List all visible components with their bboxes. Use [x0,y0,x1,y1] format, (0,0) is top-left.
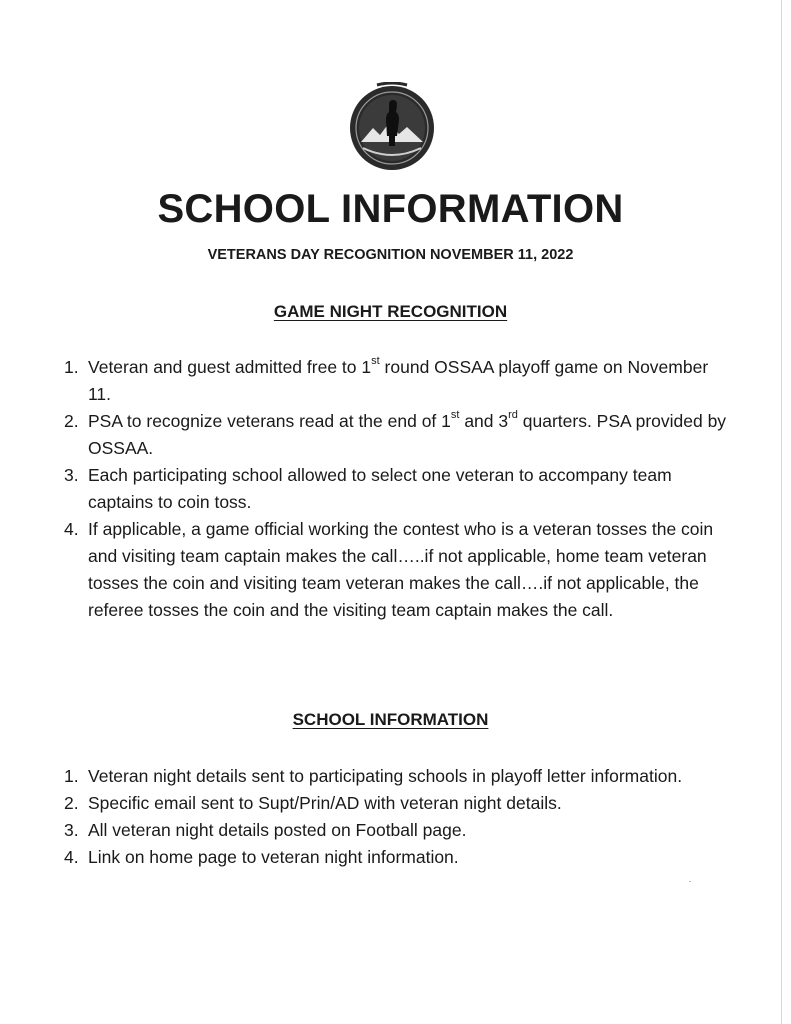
list-item-number: 1. [64,766,79,786]
list-item-text: Specific email sent to Supt/Prin/AD with veteran night details. [88,793,562,813]
list-item-number: 1. [64,357,79,377]
game-night-list [64,354,734,624]
list-item-text: quarters. PSA provided by OSSAA. [88,411,727,458]
page-title: SCHOOL INFORMATION [157,187,624,231]
list-item [64,844,734,871]
list-item-text: If applicable, a game official working the contest who is a veteran tosses the coin and visiting team captain makes the call…..if not applicable, home team veteran tosses the coin and visiting team veteran makes the call….if not applicable, the referee tosses the coin and the visiting team captain makes the call. [88,519,714,620]
list-item-text: and 3 [459,411,509,431]
list-item [64,516,734,624]
list-item-number: 4. [64,519,79,539]
list-item-number: 4. [64,847,79,867]
list-item [64,462,734,516]
list-item [64,763,734,790]
scan-speck [689,881,691,882]
veterans-seal-icon [347,82,437,172]
page-edge [781,0,782,1024]
list-item-text: Veteran and guest admitted free to 1 [88,357,372,377]
game-night-heading: GAME NIGHT RECOGNITION [273,302,508,321]
list-item-text: Link on home page to veteran night information. [88,847,459,867]
superscript: st [450,409,460,422]
school-info-list [64,763,734,871]
superscript: st [371,355,380,368]
list-item-text: PSA to recognize veterans read at the end of 1 [88,411,451,431]
list-item [64,790,734,817]
list-item-number: 2. [64,793,79,813]
school-info-heading: SCHOOL INFORMATION [292,710,489,729]
list-item-number: 2. [64,411,79,431]
list-item-text: Each participating school allowed to select one veteran to accompany team captains to coin toss. [88,465,672,512]
list-item [64,817,734,844]
list-item-number: 3. [64,820,79,840]
list-item-text: Veteran night details sent to participating schools in playoff letter information. [88,766,683,786]
superscript: rd [508,409,518,422]
list-item-text: round OSSAA playoff game on November 11. [88,357,709,404]
list-item-number: 3. [64,465,79,485]
list-item [64,354,734,408]
list-item [64,408,734,462]
page-subtitle: VETERANS DAY RECOGNITION NOVEMBER 11, 2022 [207,247,574,263]
list-item-text: All veteran night details posted on Football page. [88,820,467,840]
